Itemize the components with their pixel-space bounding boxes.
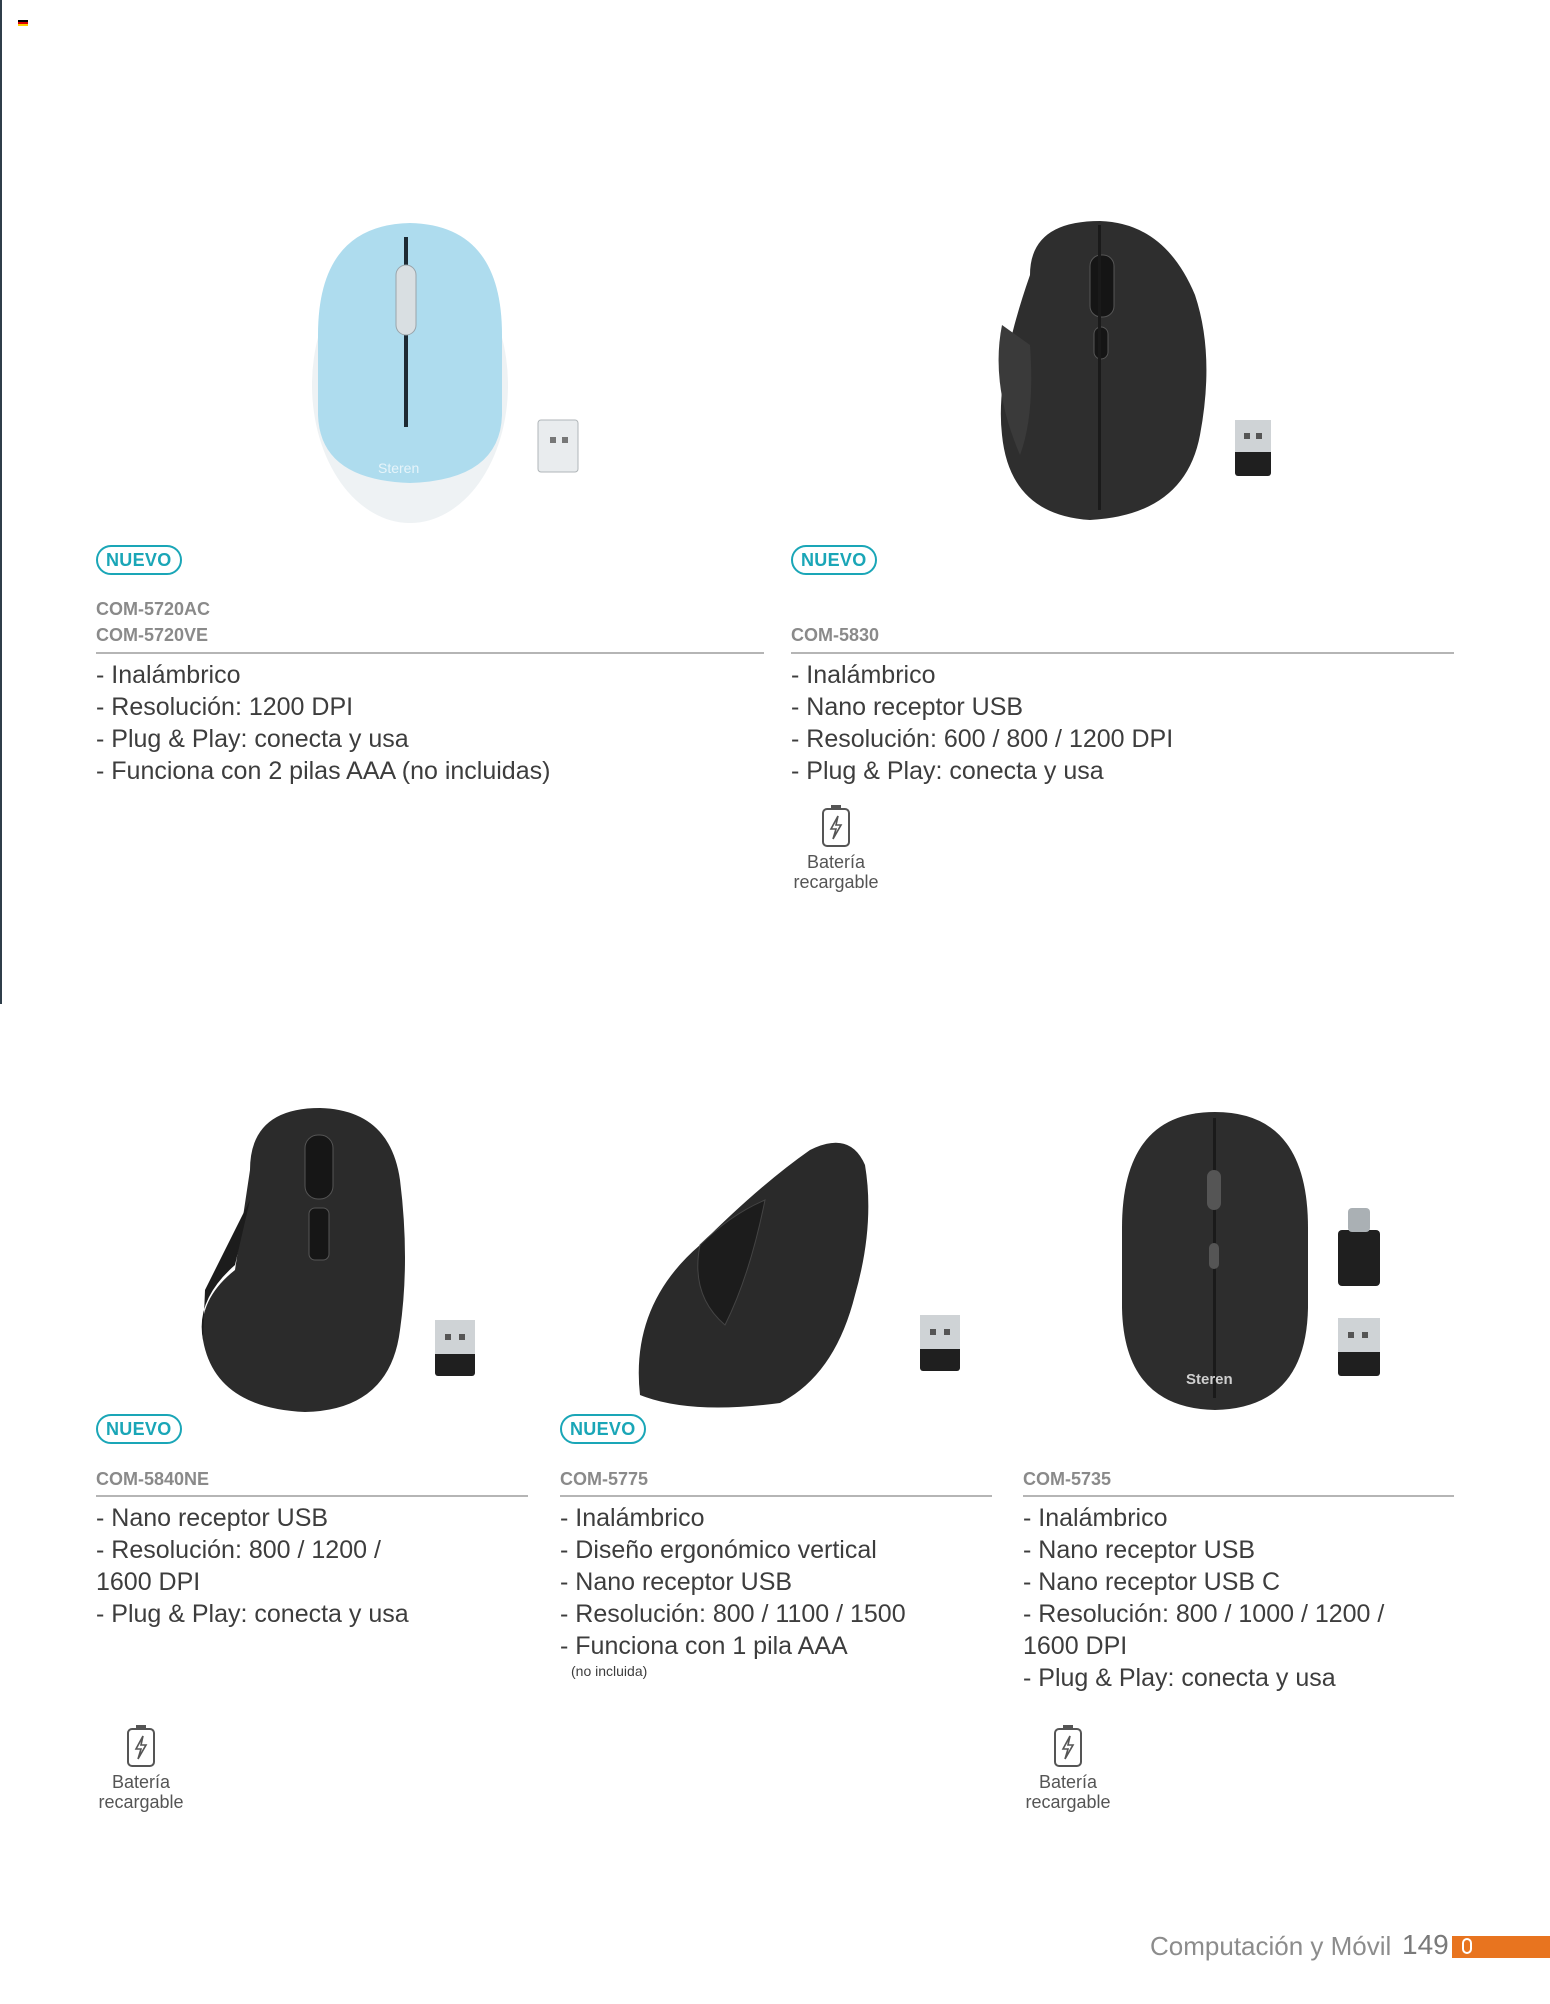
- black-slim-mouse-image: [1120, 1108, 1390, 1413]
- feature-note: (no incluida): [571, 1663, 648, 1679]
- product-code: COM-5840NE: [96, 1469, 210, 1489]
- feature-item: - Inalámbrico: [560, 1504, 705, 1532]
- product-code: COM-5720AC: [96, 599, 211, 619]
- feature-item: - Resolución: 600 / 800 / 1200 DPI: [791, 725, 1174, 753]
- product-codes: [96, 1466, 209, 1492]
- product-code: COM-5735: [1023, 1469, 1112, 1489]
- feature-item: - Plug & Play: conecta y usa: [1023, 1664, 1336, 1692]
- product-codes: [560, 1466, 648, 1492]
- feature-item: 1600 DPI: [96, 1568, 201, 1596]
- feature-item: - Resolución: 1200 DPI: [96, 693, 354, 721]
- feature-item: - Nano receptor USB: [560, 1568, 793, 1596]
- rechargeable-battery: [1020, 1724, 1116, 1812]
- page-number: 149: [1402, 1929, 1449, 1960]
- feature-item: - Resolución: 800 / 1200 /: [96, 1536, 381, 1564]
- product-codes: [96, 596, 210, 648]
- feature-item: - Inalámbrico: [96, 661, 241, 689]
- vertical-ergonomic-mouse-image: [630, 1125, 970, 1415]
- product-codes: [791, 622, 879, 648]
- divider: [96, 652, 764, 654]
- new-badge: NUEVO: [96, 545, 182, 575]
- feature-item: - Nano receptor USB: [96, 1504, 329, 1532]
- black-mouse-side-buttons-image: [195, 1100, 495, 1420]
- new-badge: NUEVO: [560, 1414, 646, 1444]
- feature-item: - Plug & Play: conecta y usa: [96, 725, 409, 753]
- light-blue-mouse-image: [300, 215, 600, 530]
- battery-label: recargable: [1025, 1792, 1111, 1812]
- battery-charge-icon: [1053, 1724, 1083, 1768]
- battery-label: Batería: [111, 1772, 171, 1792]
- product-code: COM-5720VE: [96, 625, 209, 645]
- feature-item: - Resolución: 800 / 1000 / 1200 /: [1023, 1600, 1385, 1628]
- battery-label: recargable: [793, 872, 879, 892]
- flag-icon: [18, 20, 28, 26]
- feature-item: - Inalámbrico: [791, 661, 936, 689]
- product-code: COM-5775: [560, 1469, 649, 1489]
- feature-item: - Nano receptor USB: [1023, 1536, 1256, 1564]
- feature-list: [1023, 1502, 1463, 1694]
- battery-charge-icon: [126, 1724, 156, 1768]
- feature-item: - Nano receptor USB: [791, 693, 1024, 721]
- battery-label: Batería: [1038, 1772, 1098, 1792]
- divider: [1023, 1495, 1454, 1497]
- feature-item: - Diseño ergonómico vertical: [560, 1536, 877, 1564]
- ergonomic-black-mouse-image: [990, 215, 1290, 525]
- product-codes: [1023, 1466, 1111, 1492]
- battery-charge-icon: [821, 804, 851, 848]
- feature-item: - Funciona con 1 pila AAA: [560, 1632, 848, 1660]
- feature-item: - Resolución: 800 / 1100 / 1500: [560, 1600, 906, 1628]
- new-badge: NUEVO: [96, 1414, 182, 1444]
- product-code: COM-5830: [791, 625, 880, 645]
- feature-list: [791, 659, 1471, 787]
- battery-label: recargable: [98, 1792, 184, 1812]
- rechargeable-battery: [788, 804, 884, 892]
- svg-text:Steren: Steren: [378, 460, 420, 476]
- section-title: Computación y Móvil: [1150, 1931, 1392, 1961]
- feature-item: - Plug & Play: conecta y usa: [791, 757, 1104, 785]
- feature-item: - Funciona con 2 pilas AAA (no incluidas): [96, 757, 551, 785]
- svg-text:Steren: Steren: [1186, 1371, 1233, 1388]
- new-badge: NUEVO: [791, 545, 877, 575]
- feature-item: - Nano receptor USB C: [1023, 1568, 1281, 1596]
- feature-item: 1600 DPI: [1023, 1632, 1128, 1660]
- feature-list: [560, 1502, 1000, 1662]
- rechargeable-battery: [93, 1724, 189, 1812]
- battery-label: Batería: [806, 852, 866, 872]
- feature-list: [96, 659, 776, 787]
- section-tab: [1452, 1936, 1550, 1958]
- mouse-icon: [1462, 1938, 1472, 1954]
- page-edge-line: [0, 0, 2, 1004]
- feature-list: [96, 1502, 536, 1630]
- feature-item: - Plug & Play: conecta y usa: [96, 1600, 409, 1628]
- divider: [96, 1495, 528, 1497]
- divider: [791, 652, 1454, 654]
- feature-item: - Inalámbrico: [1023, 1504, 1168, 1532]
- divider: [560, 1495, 992, 1497]
